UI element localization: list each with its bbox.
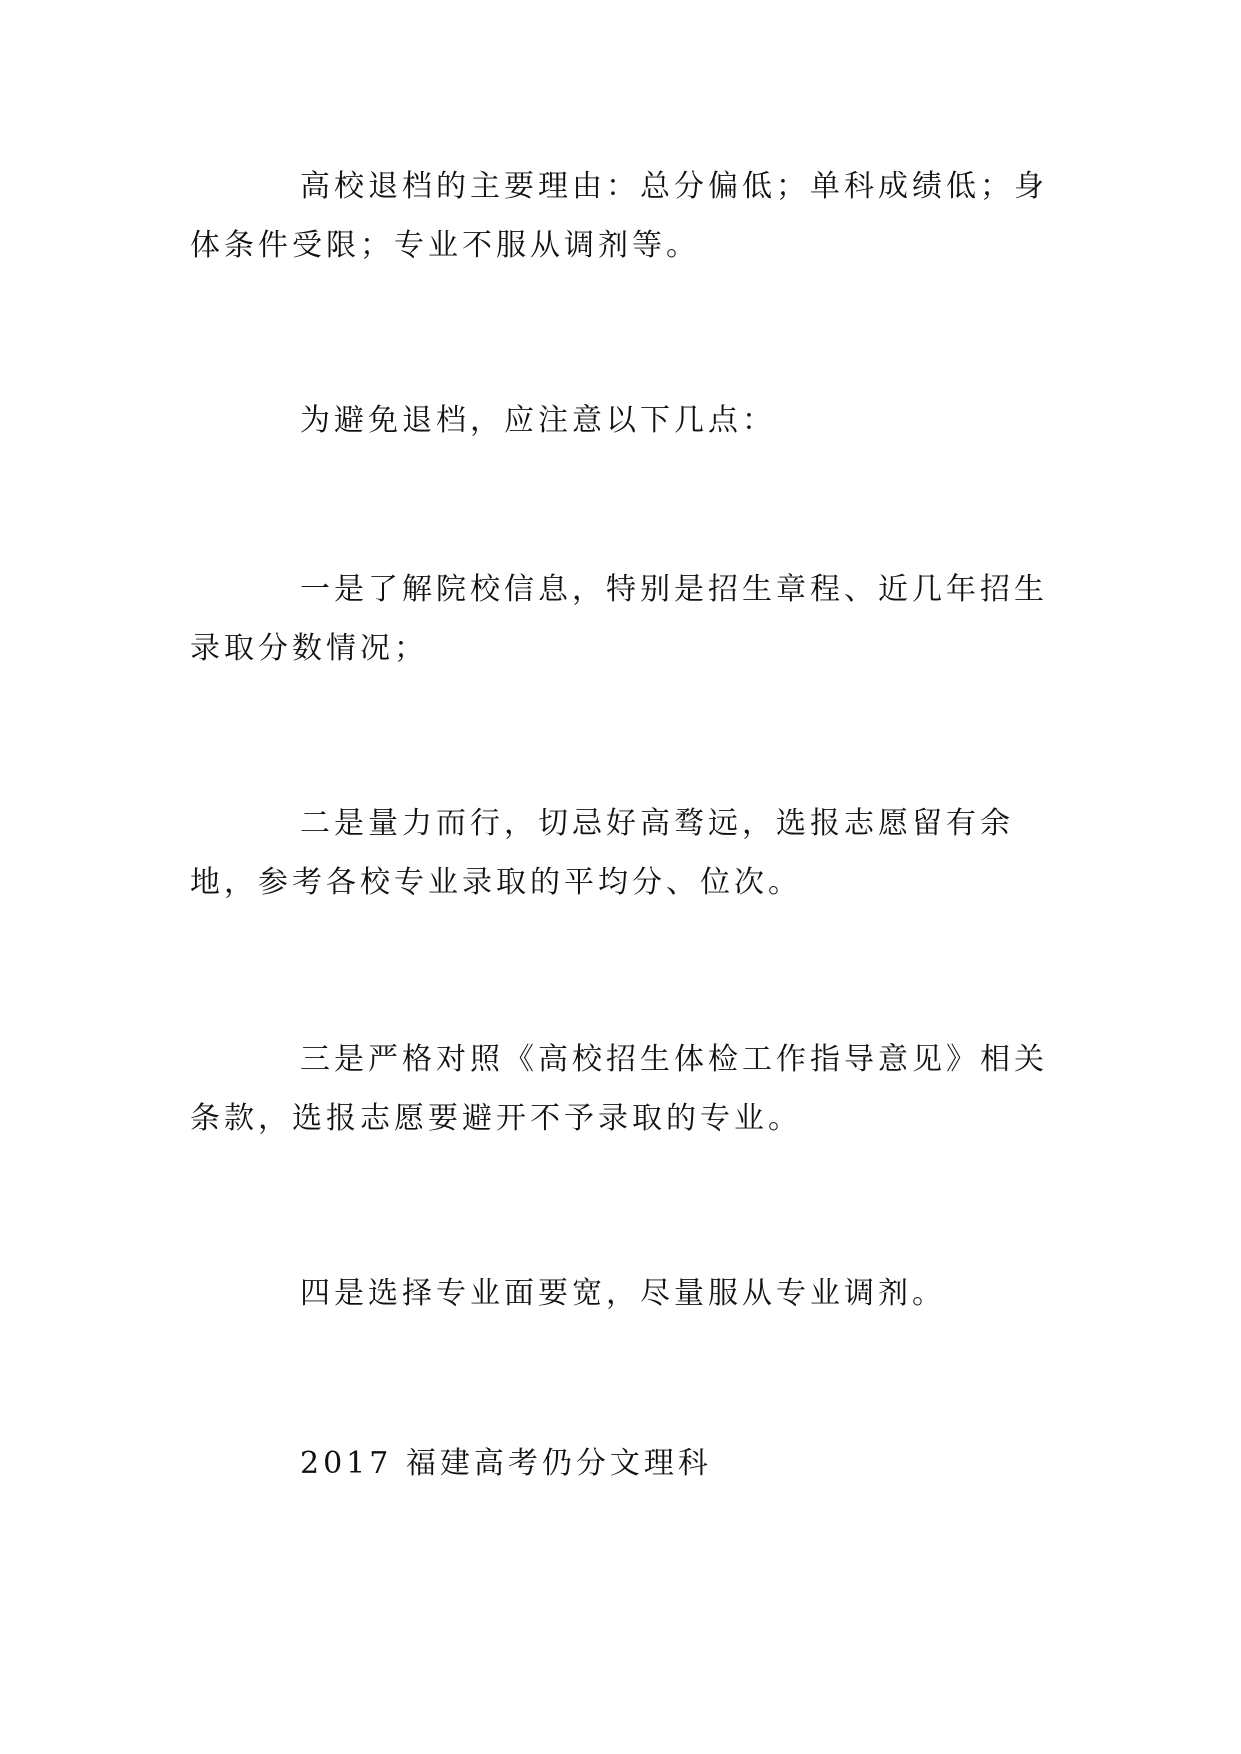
section-heading-fujian-2017: 2017 福建高考仍分文理科 (300, 1446, 712, 1481)
paragraph-withdrawal-reasons: 高校退档的主要理由：总分偏低；单科成绩低；身体条件受限；专业不服从调剂等。 (190, 169, 1048, 263)
paragraph-point-four: 四是选择专业面要宽，尽量服从专业调剂。 (300, 1276, 946, 1311)
paragraph-point-three: 三是严格对照《高校招生体检工作指导意见》相关条款，选报志愿要避开不予录取的专业。 (190, 1042, 1048, 1136)
paragraph-point-two: 二是量力而行，切忌好高骛远，选报志愿留有余地，参考各校专业录取的平均分、位次。 (190, 806, 1014, 900)
paragraph-avoid-withdrawal-intro: 为避免退档，应注意以下几点： (300, 403, 776, 438)
paragraph-point-one: 一是了解院校信息，特别是招生章程、近几年招生录取分数情况； (190, 572, 1048, 666)
